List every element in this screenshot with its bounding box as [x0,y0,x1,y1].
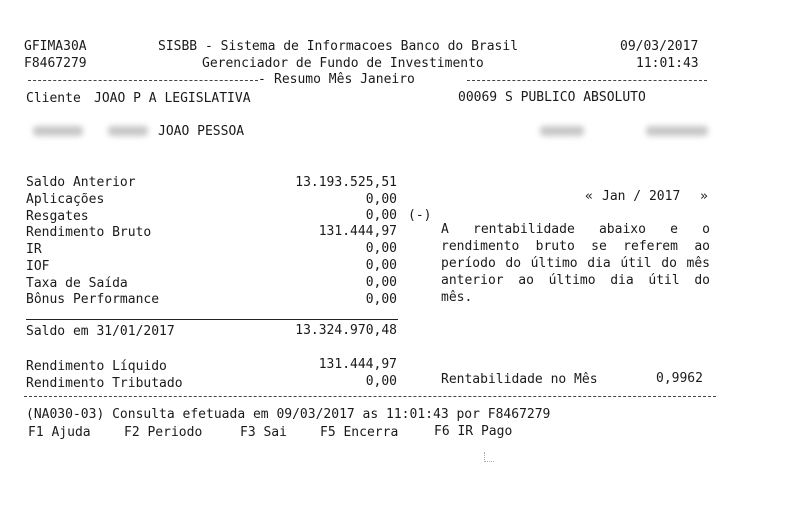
period-label: Jan / 2017 [602,189,681,204]
f2-period-key[interactable] [124,425,202,441]
client-label: Cliente [26,91,81,106]
app-title: Gerenciador de Fundo de Investimento [202,56,484,71]
balance-divider [26,319,398,320]
row-value-rendimento-bruto: 131.444,97 [318,224,397,239]
fkey-label: Periodo [147,425,203,440]
client-city: JOAO PESSOA [158,124,245,139]
row-value-resgates: 0,00 [365,208,397,223]
fkey-id: F5 [320,425,336,440]
redacted-account [646,126,708,136]
balance-label: Saldo em 31/01/2017 [26,324,175,339]
row-value-bonus-performance: 0,00 [365,292,397,307]
status-message: (NA030-03) Consulta efetuada em 09/03/2017 as 11:01:43 por F8467279 [26,407,551,422]
rentabilidade-note: A rentabilidade abaixo e o rendimento bruto se referem ao período do último dia útil do mês anterior ao último dia útil do mês. [441,222,710,305]
f5-close-key[interactable] [320,425,398,441]
row-label-rendimento-bruto: Rendimento Bruto [26,225,152,240]
redacted-account-label [540,126,584,136]
f3-exit-key[interactable] [240,425,287,441]
row-label-taxa-saida: Taxa de Saída [26,276,128,291]
rentabilidade-label: Rentabilidade no Mês [441,372,598,387]
cursor-mark [484,452,494,462]
balance-value: 13.324.970,48 [295,323,397,338]
row-label-resgates: Resgates [26,209,89,224]
client-name: JOAO P A LEGISLATIVA [94,91,251,106]
header-time: 11:01:43 [636,56,699,71]
row-value-iof: 0,00 [365,258,397,273]
section-title: Resumo Mês Janeiro [274,72,415,87]
rendimento-tributado-label: Rendimento Tributado [26,376,183,391]
fkey-id: F6 [434,424,450,439]
row-label-bonus-performance: Bônus Performance [26,292,160,307]
row-label-saldo-anterior: Saldo Anterior [26,175,136,190]
system-title: SISBB - Sistema de Informacoes Banco do Brasil [158,39,519,54]
row-label-ir: IR [26,242,42,257]
fkey-id: F3 [240,425,256,440]
redacted-code [108,126,148,136]
f6-ir-paid-key[interactable] [434,424,512,440]
rendimento-tributado-value: 0,00 [365,374,397,389]
user-id: F8467279 [24,56,87,71]
fkey-id: F2 [124,425,140,440]
fkey-label: IR Pago [457,424,513,439]
fkey-label: Encerra [343,425,399,440]
fkey-label: Sai [263,425,287,440]
header-date: 09/03/2017 [620,39,699,54]
screen-id: GFIMA30A [24,39,87,54]
period-next-button[interactable]: » [700,189,708,204]
row-value-saldo-anterior: 13.193.525,51 [295,175,397,190]
row-value-taxa-saida: 0,00 [365,275,397,290]
rentabilidade-value: 0,9962 [656,371,703,386]
redacted-agency [33,126,83,136]
bottom-divider [24,396,716,397]
period-prev-button[interactable]: « [585,189,593,204]
section-divider-left [28,80,258,81]
row-label-iof: IOF [26,259,50,274]
f1-help-key[interactable] [28,425,91,441]
row-label-aplicacoes: Aplicações [26,192,105,207]
rendimento-liquido-label: Rendimento Líquido [26,359,167,374]
row-suffix-resgates: (-) [408,208,432,223]
row-value-ir: 0,00 [365,241,397,256]
fkey-label: Ajuda [51,425,91,440]
section-title-dash: - [258,72,266,87]
fund-name: 00069 S PUBLICO ABSOLUTO [458,90,646,105]
fkey-id: F1 [28,425,44,440]
rendimento-liquido-value: 131.444,97 [318,357,397,372]
section-divider-right [467,80,707,81]
row-value-aplicacoes: 0,00 [365,192,397,207]
